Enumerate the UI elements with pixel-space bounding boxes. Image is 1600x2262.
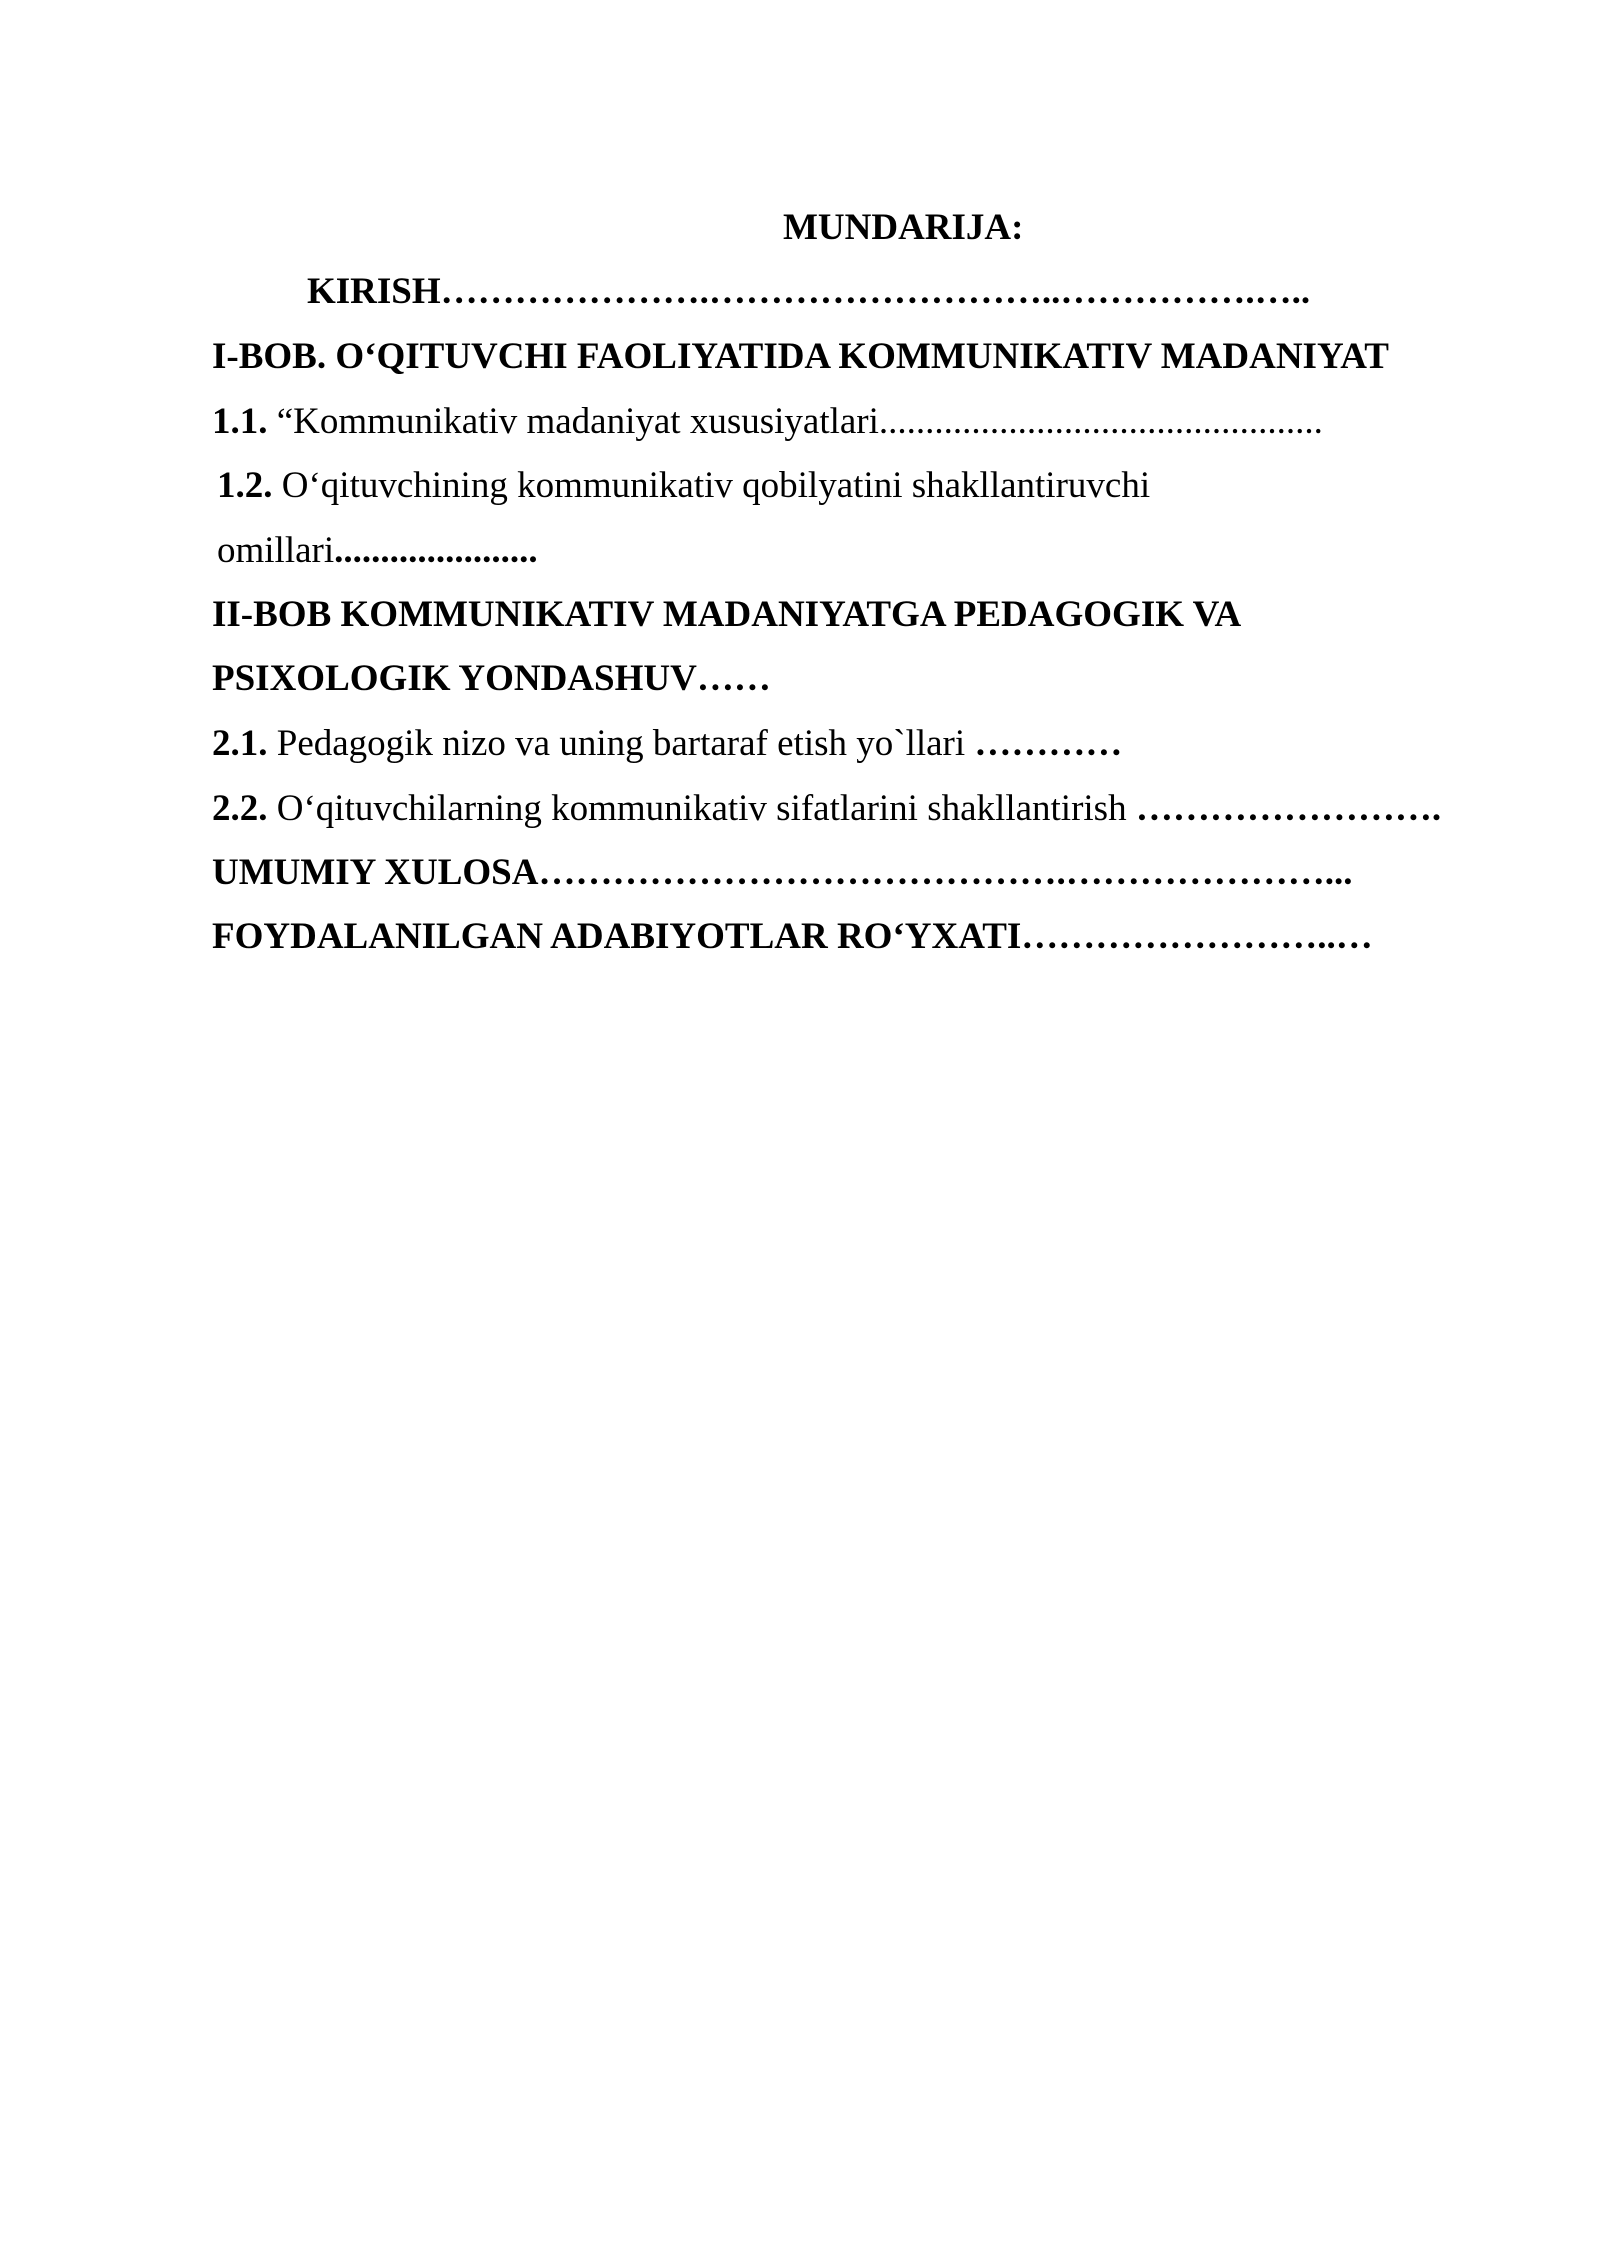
section-title: O‘qituvchilarning kommunikativ sifatlarini shakllantirish: [267, 788, 1136, 829]
toc-conclusion: UMUMIY XULOSA…………………………………….…………………...: [212, 852, 1353, 893]
toc-section-2-2: [212, 785, 1441, 833]
leader-dots: …………: [974, 723, 1123, 764]
toc-references: FOYDALANILGAN ADABIYOTLAR RO‘YXATI……………………..…: [212, 916, 1373, 957]
leader-dots: ......................: [334, 530, 538, 571]
toc-section-1-1: [212, 398, 1323, 446]
toc-chapter-2-line-2: PSIXOLOGIK YONDASHUV……: [212, 658, 771, 699]
section-number: 2.1.: [212, 723, 268, 764]
toc-section-1-2-continued: [217, 527, 538, 575]
toc-title: MUNDARIJA:: [783, 207, 1024, 248]
toc-section-2-1: [212, 720, 1122, 768]
section-title-continued: omillari: [217, 530, 335, 571]
section-number: 1.2.: [217, 465, 273, 506]
toc-chapter-1: I-BOB. O‘QITUVCHI FAOLIYATIDA KOMMUNIKATIV MADANIYAT: [212, 336, 1389, 377]
section-title: O‘qituvchining kommunikativ qobilyatini shakllantiruvchi: [272, 465, 1151, 506]
leader-dots: …………………….: [1135, 788, 1442, 829]
section-title: “Kommunikativ madaniyat xususiyatlari................................................: [267, 401, 1323, 442]
section-number: 2.2.: [212, 788, 268, 829]
toc-section-1-2: [217, 462, 1150, 510]
section-title: Pedagogik nizo va uning bartaraf etish yo`llari: [267, 723, 975, 764]
toc-chapter-2-line-1: II-BOB KOMMUNIKATIV MADANIYATGA PEDAGOGIK VA: [212, 594, 1242, 635]
section-number: 1.1.: [212, 401, 268, 442]
toc-entry-kirish: KIRISH………………….………………………..…………….…..: [307, 271, 1311, 312]
